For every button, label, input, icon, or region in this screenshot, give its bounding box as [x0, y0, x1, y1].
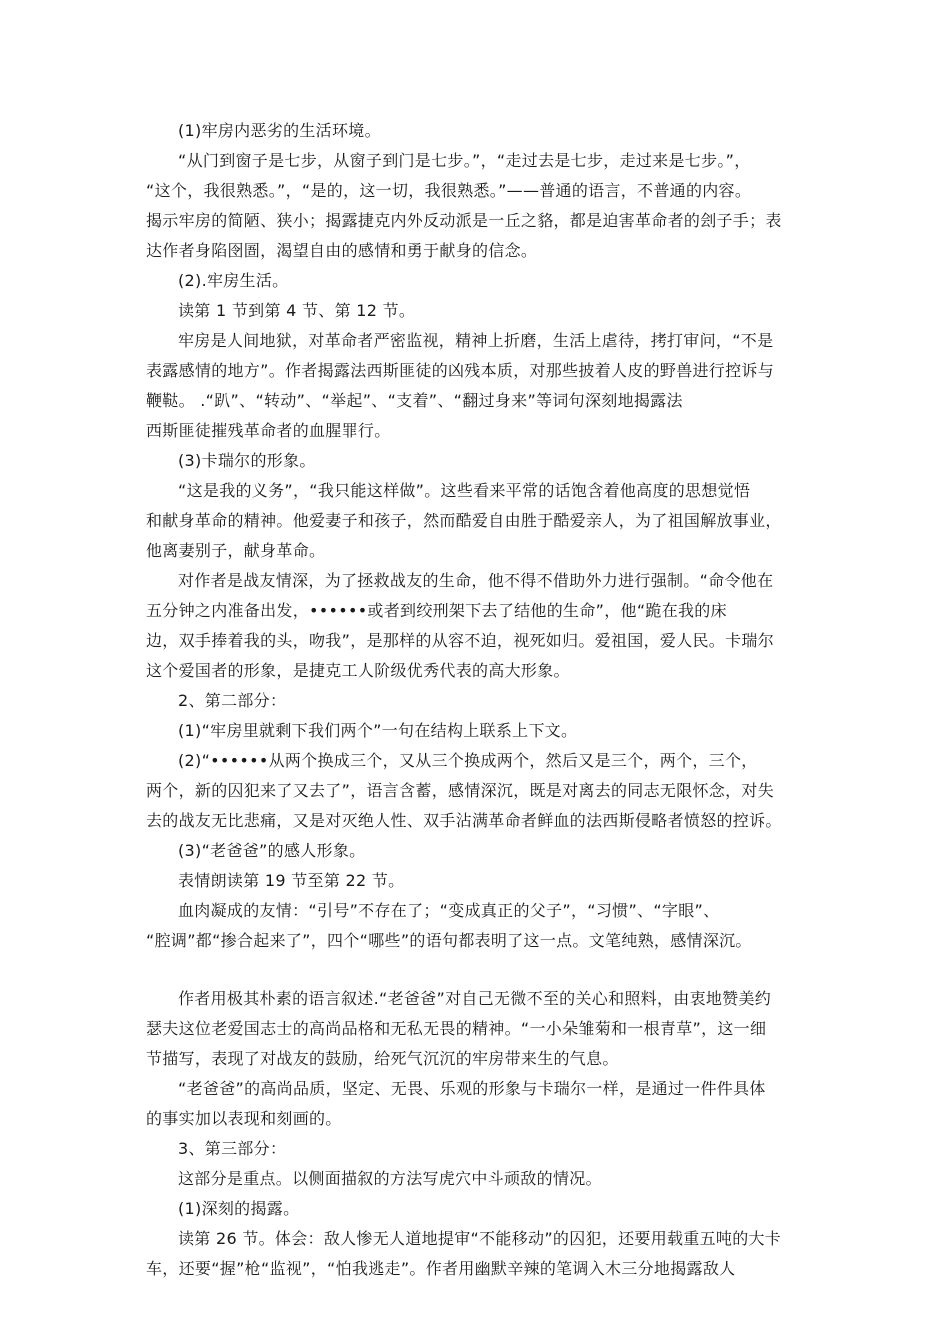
text-line: 节描写，表现了对战友的鼓励，给死气沉沉的牢房带来生的气息。	[146, 1049, 619, 1068]
text-line: (1)牢房内恶劣的生活环境。	[178, 121, 381, 140]
text-line: (1)深刻的揭露。	[178, 1199, 300, 1218]
text-line: “老爸爸”的高尚品质，坚定、无畏、乐观的形象与卡瑞尔一样，是通过一件件具体	[178, 1079, 766, 1098]
text-line: 表露感情的地方”。作者揭露法西斯匪徒的凶残本质，对那些披着人皮的野兽进行控诉与	[146, 361, 774, 380]
text-line: 和献身革命的精神。他爱妻子和孩子，然而酷爱自由胜于酷爱亲人，为了祖国解放事业，	[146, 511, 782, 530]
text-line: “从门到窗子是七步，从窗子到门是七步。”，“走过去是七步，走过来是七步。”，	[178, 151, 751, 170]
text-line: 牢房是人间地狱，对革命者严密监视，精神上折磨，生活上虐待，拷打审问，“不是	[178, 331, 774, 350]
text-line: (3)卡瑞尔的形象。	[178, 451, 316, 470]
text-line: 去的战友无比悲痛，又是对灭绝人性、双手沾满革命者鲜血的法西斯侵略者愤怒的控诉。	[146, 811, 782, 830]
text-line: 边，双手捧着我的头，吻我”，是那样的从容不迫，视死如归。爱祖国，爱人民。卡瑞尔	[146, 631, 774, 650]
text-line: 3、第三部分：	[178, 1139, 287, 1158]
text-line: 的事实加以表现和刻画的。	[146, 1109, 342, 1128]
text-line: 揭示牢房的简陋、狭小；揭露捷克内外反动派是一丘之貉，都是迫害革命者的刽子手；表	[146, 211, 782, 230]
text-line: 他离妻别子，献身革命。	[146, 541, 326, 560]
text-line: 对作者是战友情深，为了拯救战友的生命，他不得不借助外力进行强制。“命令他在	[178, 571, 774, 590]
text-line: 读第 26 节。体会：敌人惨无人道地提审“不能移动”的囚犯，还要用载重五吨的大卡	[178, 1229, 782, 1248]
text-line: “这个，我很熟悉。”，“是的，这一切，我很熟悉。”——普通的语言，不普通的内容。	[146, 181, 752, 200]
text-line: 2、第二部分：	[178, 691, 287, 710]
text-line: 瑟夫这位老爱国志士的高尚品格和无私无畏的精神。“一小朵雏菊和一根青草”，这一细	[146, 1019, 767, 1038]
text-line: 作者用极其朴素的语言叙述.“老爸爸”对自己无微不至的关心和照料，由衷地赞美约	[178, 989, 772, 1008]
text-line: (3)“老爸爸”的感人形象。	[178, 841, 366, 860]
text-line: 西斯匪徒摧残革命者的血腥罪行。	[146, 421, 391, 440]
text-line: 两个，新的囚犯来了又去了”，语言含蓄，感情深沉，既是对离去的同志无限怀念，对失	[146, 781, 774, 800]
text-line: 这部分是重点。以侧面描叙的方法写虎穴中斗顽敌的情况。	[178, 1169, 602, 1188]
text-line: 达作者身陷囹圄，渴望自由的感情和勇于献身的信念。	[146, 241, 538, 260]
text-line: “腔调”都“掺合起来了”，四个“哪些”的语句都表明了这一点。文笔纯熟，感情深沉。	[146, 931, 752, 950]
text-line: (2).牢房生活。	[178, 271, 289, 290]
text-line: 五分钟之内准备出发，••••••或者到绞刑架下去了结他的生命”，他“跪在我的床	[146, 601, 727, 620]
text-line: 车，还要“握”枪“监视”，“怕我逃走”。作者用幽默辛辣的笔调入木三分地揭露敌人	[146, 1259, 736, 1278]
text-line: “这是我的义务”，“我只能这样做”。这些看来平常的话饱含着他高度的思想觉悟	[178, 481, 751, 500]
text-line: 表情朗读第 19 节至第 22 节。	[178, 871, 405, 890]
text-line: 读第 1 节到第 4 节、第 12 节。	[178, 301, 416, 320]
text-line: 鞭鞑。 .“趴”、“转动”、“举起”、“支着”、“翻过身来”等词句深刻地揭露法	[146, 391, 683, 410]
text-line: (1)“牢房里就剩下我们两个”一句在结构上联系上下文。	[178, 721, 578, 740]
text-line: 血肉凝成的友情：“引号”不存在了；“变成真正的父子”，“习惯”、“字眼”、	[178, 901, 720, 920]
text-line: (2)“••••••从两个换成三个，又从三个换成两个，然后又是三个，两个，三个，	[178, 751, 758, 770]
text-line: 这个爱国者的形象，是捷克工人阶级优秀代表的高大形象。	[146, 661, 570, 680]
